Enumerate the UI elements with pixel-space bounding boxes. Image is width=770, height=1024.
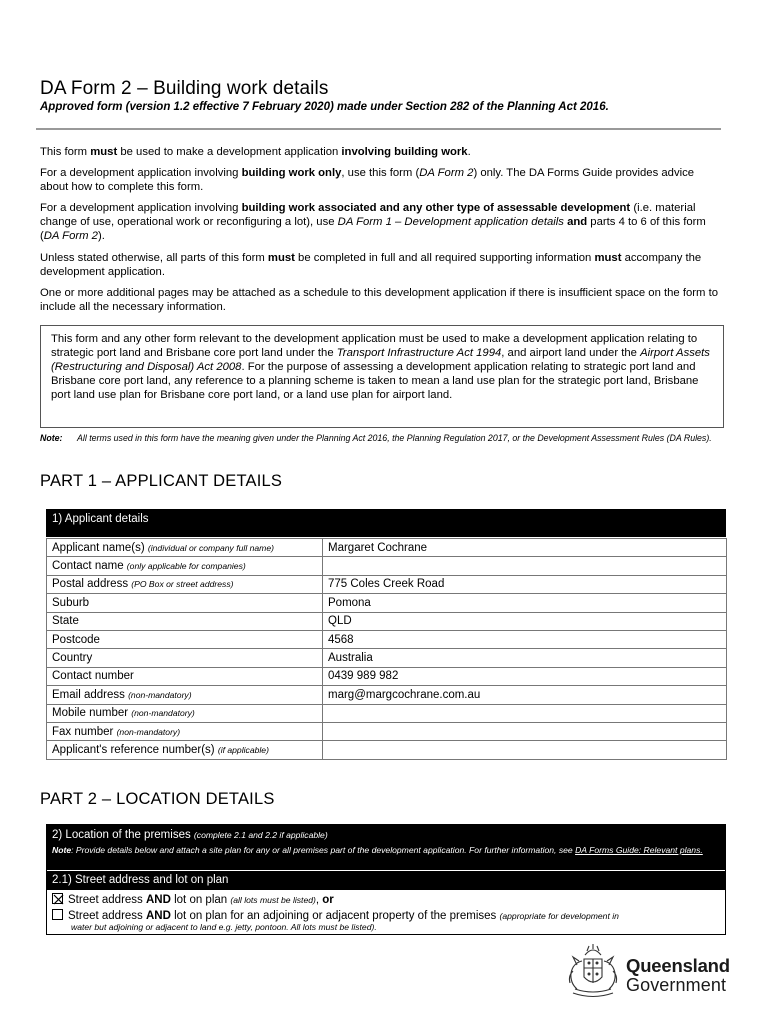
field-label: Suburb <box>47 594 323 612</box>
field-value[interactable]: 4568 <box>323 630 727 648</box>
location-header: 2) Location of the premises (complete 2.1 and 2.2 if applicable) Note: Provide details below and attach a site plan for any or all premises part of the development application. For further information, see DA Forms Guide: Relevant plans. <box>46 824 726 870</box>
applicant-row <box>47 575 727 593</box>
field-value[interactable]: Australia <box>323 649 727 667</box>
applicant-row <box>47 630 727 648</box>
option-adjacent-property: Street address AND lot on plan for an adjoining or adjacent property of the premises (appropriate for development in <box>52 909 619 922</box>
port-land-notice-box: This form and any other form relevant to the development application must be used to make a development application relating to strategic port land and Brisbane core port land under the Transport Infrastructure Act 1994, and airport land under the Airport Assets (Restructuring and Disposal) Act 2008. For the purpose of assessing a development application relating to strategic port land and Brisbane core port land, any reference to a planning scheme is taken to mean a land use plan for the strategic port land, Brisbane port land use plan for Brisbane core port land, or a land use plan for airport land. <box>40 325 724 428</box>
checkmark-x-icon <box>53 894 64 905</box>
field-label: Postal address (PO Box or street address) <box>47 575 323 593</box>
applicant-row <box>47 557 727 575</box>
field-value[interactable]: marg@margcochrane.com.au <box>323 686 727 704</box>
option1-checkbox[interactable] <box>52 893 63 904</box>
field-label: Applicant name(s) (individual or company full name) <box>47 539 323 557</box>
field-label: Applicant's reference number(s) (if applicable) <box>47 741 323 759</box>
page-title: DA Form 2 – Building work details <box>40 78 329 99</box>
note-text: All terms used in this form have the meaning given under the Planning Act 2016, the Planning Regulation 2017, or the Development Assessment Rules (DA Rules). <box>77 433 712 443</box>
field-label: Contact name (only applicable for companies) <box>47 557 323 575</box>
applicant-row <box>47 612 727 630</box>
applicant-row <box>47 741 727 759</box>
option2-hint-continued: water but adjoining or adjacent to land e.g. jetty, pontoon. All lots must be listed). <box>71 922 377 932</box>
field-value[interactable]: Pomona <box>323 594 727 612</box>
applicant-row <box>47 722 727 740</box>
part1-heading: PART 1 – APPLICANT DETAILS <box>40 472 283 490</box>
page-subtitle: Approved form (version 1.2 effective 7 February 2020) made under Section 282 of the Planning Act 2016. <box>40 101 609 113</box>
field-label: Fax number (non-mandatory) <box>47 722 323 740</box>
applicant-row <box>47 594 727 612</box>
applicant-row <box>47 686 727 704</box>
field-value[interactable] <box>323 741 727 759</box>
applicant-row <box>47 704 727 722</box>
intro-paragraph-1: This form must be used to make a development application involving building work. <box>40 146 471 158</box>
street-address-subheader: 2.1) Street address and lot on plan <box>46 871 726 890</box>
header-divider <box>36 128 721 130</box>
applicant-details-header: 1) Applicant details <box>46 509 726 537</box>
field-value[interactable] <box>323 704 727 722</box>
relevant-plans-link[interactable]: DA Forms Guide: Relevant plans. <box>575 845 703 855</box>
applicant-row <box>47 667 727 685</box>
field-value[interactable] <box>323 557 727 575</box>
note-label: Note: <box>40 433 63 443</box>
field-value[interactable]: 775 Coles Creek Road <box>323 575 727 593</box>
brand-queensland: Queensland <box>626 955 730 976</box>
option2-checkbox[interactable] <box>52 909 63 920</box>
field-value[interactable]: QLD <box>323 612 727 630</box>
applicant-row <box>47 539 727 557</box>
option-street-address: Street address AND lot on plan (all lots must be listed), or <box>52 893 334 906</box>
applicant-details-table <box>46 538 727 760</box>
intro-paragraph-3: For a development application involving building work associated and any other type of assessable development (i.e. material change of use, operational work or reconfiguring a lot), use DA Form 1 – Development application details and parts 4 to 6 of this form (DA Form 2). <box>40 202 706 242</box>
coat-of-arms-icon <box>563 943 623 1003</box>
intro-paragraph-4: Unless stated otherwise, all parts of this form must be completed in full and all required supporting information must accompany the development application. <box>40 252 702 278</box>
field-value[interactable]: Margaret Cochrane <box>323 539 727 557</box>
field-label: Mobile number (non-mandatory) <box>47 704 323 722</box>
applicant-row <box>47 649 727 667</box>
field-value[interactable]: 0439 989 982 <box>323 667 727 685</box>
intro-paragraph-2: For a development application involving building work only, use this form (DA Form 2) only. The DA Forms Guide provides advice about how to complete this form. <box>40 167 695 193</box>
part2-heading: PART 2 – LOCATION DETAILS <box>40 790 275 808</box>
field-label: State <box>47 612 323 630</box>
intro-paragraph-5: One or more additional pages may be attached as a schedule to this development application if there is insufficient space on the form to include all the necessary information. <box>40 287 719 313</box>
field-label: Postcode <box>47 630 323 648</box>
field-label: Email address (non-mandatory) <box>47 686 323 704</box>
field-label: Country <box>47 649 323 667</box>
field-value[interactable] <box>323 722 727 740</box>
brand-government: Government <box>626 975 727 995</box>
field-label: Contact number <box>47 667 323 685</box>
